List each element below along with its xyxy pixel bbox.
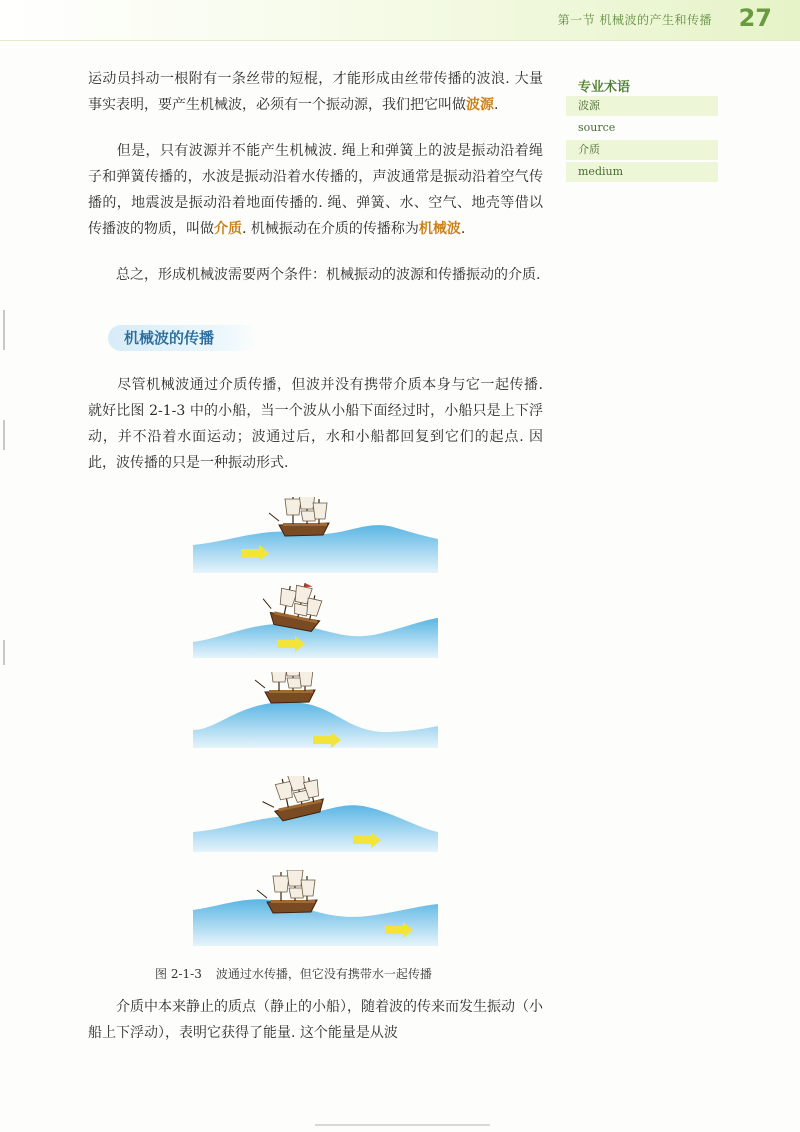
glossary-term-zh: 波源 — [566, 96, 718, 116]
wave-panel-5 — [193, 870, 438, 946]
wave-panel-4 — [193, 776, 438, 852]
page-header — [0, 0, 800, 41]
wave-panel-1 — [193, 497, 438, 573]
footer-rule — [315, 1124, 490, 1126]
figure-caption-text: 波通过水传播，但它没有携带水一起传播 — [215, 967, 432, 981]
glossary-title: 专业术语 — [578, 80, 631, 95]
wave-panel-3 — [193, 672, 438, 748]
glossary-term-en: medium — [566, 162, 718, 182]
glossary-box — [566, 70, 718, 182]
wave-panel-2 — [193, 582, 438, 658]
glossary-term-zh: 介质 — [566, 140, 718, 160]
figure-caption — [155, 965, 575, 982]
paragraph-1: 运动员抖动一根附有一条丝带的短棍，才能形成由丝带传播的波浪. 大量事实表明，要产生机械波，必须有一个振动源，我们把它叫做波源. — [88, 71, 543, 113]
glossary-term-en: source — [578, 121, 616, 134]
figure-number: 图 2-1-3 — [155, 967, 202, 981]
subheading-text: 机械波的传播 — [124, 329, 215, 347]
binding-mark — [3, 310, 5, 350]
binding-mark — [3, 420, 5, 450]
paragraph-5: 介质中本来静止的质点（静止的小船），随着波的传来而发生振动（小船上下浮动），表明它获得了能量. 这个能量是从波 — [88, 999, 543, 1041]
section-title: 第一节 机械波的产生和传播 — [557, 13, 712, 27]
ship-icon — [269, 497, 329, 536]
section-subheading — [108, 325, 258, 351]
term-source: 波源 — [466, 97, 494, 113]
paragraph-3: 总之，形成机械波需要两个条件：机械振动的波源和传播振动的介质. — [88, 267, 541, 283]
paragraph-2: 但是，只有波源并不能产生机械波. 绳上和弹簧上的波是振动沿着绳子和弹簧传播的，水波是振动沿着水传播的，声波通常是振动沿着空气传播的，地震波是振动沿着地面传播的. 绳、弹簧、水、空气、地壳等借以传播波的物质，叫做介质. 机械振动在介质的传播称为机械波. — [88, 143, 543, 237]
term-medium: 介质 — [214, 221, 242, 237]
page-number: 27 — [738, 4, 772, 32]
paragraph-4: 尽管机械波通过介质传播，但波并没有携带介质本身与它一起传播. 就好比图 2-1-3 中的小船，当一个波从小船下面经过时，小船只是上下浮动，并不沿着水面运动；波通过后，水和小船都回复到它们的起点. 因此，波传播的只是一种振动形式. — [88, 377, 543, 471]
ship-icon — [255, 672, 315, 703]
binding-mark — [3, 640, 5, 665]
term-mechanical-wave: 机械波 — [418, 221, 461, 237]
